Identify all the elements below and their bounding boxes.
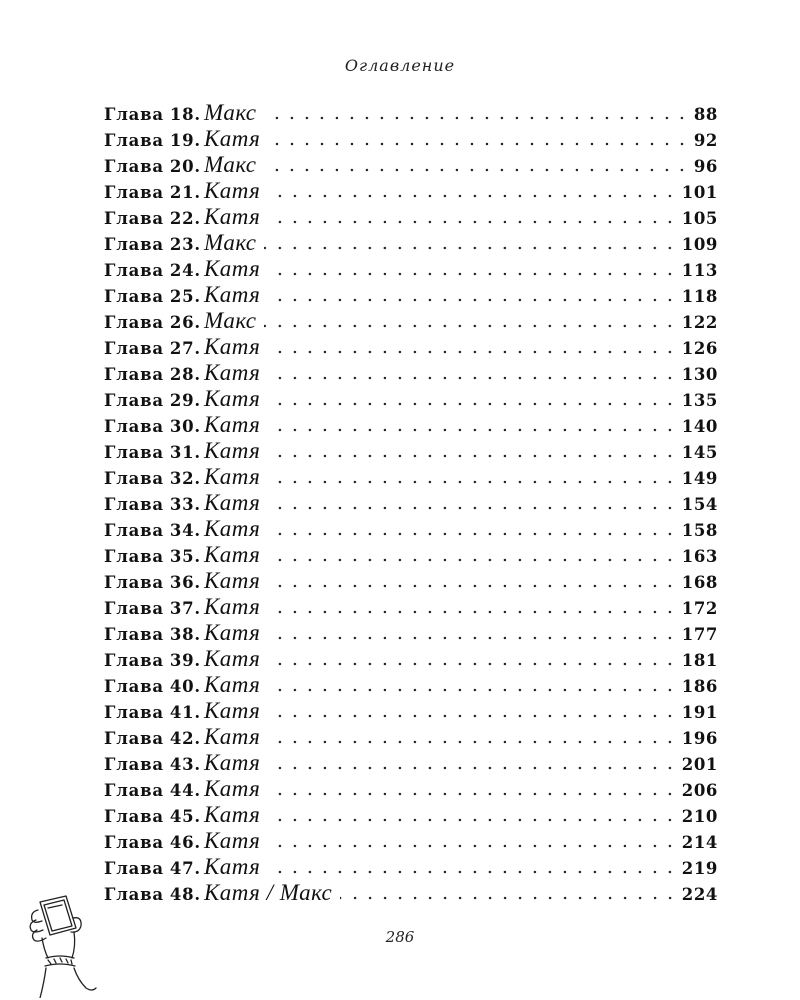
chapter-page-number: 96 — [693, 157, 718, 176]
chapter-number: 27. — [169, 339, 201, 358]
toc-entry — [104, 620, 718, 646]
dot-leader — [264, 246, 677, 250]
chapter-label: Глава — [104, 131, 164, 150]
chapter-page-number: 92 — [693, 131, 718, 150]
chapter-label: Глава — [104, 703, 164, 722]
toc-entry — [104, 256, 718, 282]
chapter-narrator: Макс — [203, 230, 257, 255]
dot-leader — [268, 194, 677, 198]
chapter-label: Глава — [104, 547, 164, 566]
chapter-label: Глава — [104, 313, 164, 332]
chapter-narrator: Катя — [203, 178, 261, 203]
chapter-page-number: 118 — [681, 287, 718, 306]
dot-leader — [268, 584, 677, 588]
toc-entry — [104, 594, 718, 620]
chapter-narrator: Катя — [203, 672, 261, 697]
chapter-label: Глава — [104, 885, 164, 904]
toc-entry — [104, 464, 718, 490]
chapter-number: 36. — [169, 573, 201, 592]
chapter-number: 47. — [169, 859, 201, 878]
chapter-number: 37. — [169, 599, 201, 618]
chapter-page-number: 206 — [681, 781, 718, 800]
chapter-number: 38. — [169, 625, 201, 644]
toc-entry — [104, 880, 718, 906]
dot-leader — [268, 506, 677, 510]
chapter-narrator: Катя — [203, 204, 261, 229]
chapter-narrator: Катя — [203, 282, 261, 307]
chapter-label: Глава — [104, 105, 164, 124]
toc-entry — [104, 230, 718, 256]
dot-leader — [268, 298, 677, 302]
chapter-label: Глава — [104, 157, 164, 176]
chapter-page-number: 126 — [681, 339, 718, 358]
chapter-page-number: 149 — [681, 469, 718, 488]
chapter-narrator: Катя — [203, 386, 261, 411]
chapter-narrator: Катя — [203, 724, 261, 749]
chapter-number: 29. — [169, 391, 201, 410]
chapter-number: 32. — [169, 469, 201, 488]
chapter-page-number: 105 — [681, 209, 718, 228]
chapter-label: Глава — [104, 495, 164, 514]
dot-leader — [268, 818, 677, 822]
chapter-number: 21. — [169, 183, 201, 202]
chapter-number: 39. — [169, 651, 201, 670]
chapter-narrator: Катя — [203, 620, 261, 645]
chapter-narrator: Катя — [203, 542, 261, 567]
toc-entry — [104, 542, 718, 568]
chapter-page-number: 109 — [681, 235, 718, 254]
chapter-page-number: 177 — [681, 625, 718, 644]
chapter-page-number: 158 — [681, 521, 718, 540]
chapter-label: Глава — [104, 521, 164, 540]
toc-entry — [104, 568, 718, 594]
chapter-label: Глава — [104, 443, 164, 462]
chapter-page-number: 210 — [681, 807, 718, 826]
toc-entry — [104, 308, 718, 334]
chapter-narrator: Катя — [203, 828, 261, 853]
chapter-label: Глава — [104, 339, 164, 358]
toc-entry — [104, 178, 718, 204]
hand-holding-phone-icon — [18, 888, 98, 998]
toc-entry — [104, 360, 718, 386]
toc-entry — [104, 152, 718, 178]
chapter-label: Глава — [104, 859, 164, 878]
dot-leader — [340, 896, 678, 900]
chapter-page-number: 224 — [681, 885, 718, 904]
chapter-narrator: Макс — [203, 308, 257, 333]
chapter-page-number: 191 — [681, 703, 718, 722]
chapter-narrator: Катя — [203, 412, 261, 437]
chapter-label: Глава — [104, 755, 164, 774]
chapter-narrator: Катя — [203, 854, 261, 879]
dot-leader — [268, 870, 677, 874]
chapter-label: Глава — [104, 261, 164, 280]
chapter-page-number: 214 — [681, 833, 718, 852]
chapter-number: 44. — [169, 781, 201, 800]
toc-entry — [104, 412, 718, 438]
chapter-page-number: 201 — [681, 755, 718, 774]
dot-leader — [268, 688, 677, 692]
toc-entry — [104, 802, 718, 828]
toc-entry — [104, 438, 718, 464]
dot-leader — [268, 428, 677, 432]
toc-entry — [104, 126, 718, 152]
toc-entry — [104, 334, 718, 360]
chapter-page-number: 88 — [693, 105, 718, 124]
chapter-number: 23. — [169, 235, 201, 254]
chapter-page-number: 163 — [681, 547, 718, 566]
dot-leader — [264, 116, 689, 120]
chapter-page-number: 154 — [681, 495, 718, 514]
chapter-label: Глава — [104, 807, 164, 826]
toc-entry — [104, 516, 718, 542]
chapter-number: 18. — [169, 105, 201, 124]
chapter-number: 46. — [169, 833, 201, 852]
chapter-page-number: 196 — [681, 729, 718, 748]
chapter-number: 20. — [169, 157, 201, 176]
dot-leader — [268, 636, 677, 640]
chapter-number: 42. — [169, 729, 201, 748]
toc-entry — [104, 490, 718, 516]
chapter-narrator: Катя — [203, 568, 261, 593]
chapter-page-number: 181 — [681, 651, 718, 670]
chapter-label: Глава — [104, 625, 164, 644]
chapter-number: 35. — [169, 547, 201, 566]
chapter-narrator: Катя — [203, 490, 261, 515]
dot-leader — [268, 376, 677, 380]
chapter-narrator: Катя — [203, 646, 261, 671]
toc-entry — [104, 828, 718, 854]
chapter-number: 45. — [169, 807, 201, 826]
dot-leader — [268, 662, 677, 666]
chapter-narrator: Катя — [203, 802, 261, 827]
chapter-narrator: Катя — [203, 776, 261, 801]
chapter-label: Глава — [104, 599, 164, 618]
chapter-label: Глава — [104, 391, 164, 410]
chapter-label: Глава — [104, 235, 164, 254]
chapter-narrator: Катя — [203, 698, 261, 723]
chapter-label: Глава — [104, 365, 164, 384]
chapter-narrator: Катя — [203, 334, 261, 359]
chapter-narrator: Катя — [203, 750, 261, 775]
chapter-label: Глава — [104, 287, 164, 306]
toc-entry — [104, 698, 718, 724]
dot-leader — [268, 610, 677, 614]
chapter-page-number: 130 — [681, 365, 718, 384]
toc-entry — [104, 750, 718, 776]
table-of-contents — [104, 100, 718, 906]
toc-entry — [104, 672, 718, 698]
chapter-narrator: Катя — [203, 438, 261, 463]
chapter-label: Глава — [104, 677, 164, 696]
chapter-narrator: Катя — [203, 360, 261, 385]
chapter-number: 28. — [169, 365, 201, 384]
dot-leader — [268, 220, 677, 224]
chapter-page-number: 101 — [681, 183, 718, 202]
chapter-narrator: Макс — [203, 152, 257, 177]
chapter-narrator: Катя / Макс — [203, 880, 333, 905]
toc-entry — [104, 204, 718, 230]
chapter-page-number: 145 — [681, 443, 718, 462]
dot-leader — [268, 142, 689, 146]
chapter-label: Глава — [104, 469, 164, 488]
dot-leader — [268, 402, 677, 406]
dot-leader — [268, 714, 677, 718]
chapter-number: 48. — [169, 885, 201, 904]
chapter-number: 31. — [169, 443, 201, 462]
chapter-narrator: Катя — [203, 126, 261, 151]
chapter-page-number: 135 — [681, 391, 718, 410]
dot-leader — [268, 350, 677, 354]
chapter-number: 22. — [169, 209, 201, 228]
chapter-label: Глава — [104, 417, 164, 436]
chapter-number: 43. — [169, 755, 201, 774]
toc-entry — [104, 776, 718, 802]
dot-leader — [268, 558, 677, 562]
chapter-number: 41. — [169, 703, 201, 722]
chapter-narrator: Катя — [203, 464, 261, 489]
chapter-label: Глава — [104, 781, 164, 800]
chapter-number: 33. — [169, 495, 201, 514]
chapter-page-number: 122 — [681, 313, 718, 332]
chapter-narrator: Катя — [203, 516, 261, 541]
chapter-label: Глава — [104, 651, 164, 670]
chapter-label: Глава — [104, 573, 164, 592]
chapter-number: 30. — [169, 417, 201, 436]
dot-leader — [264, 324, 677, 328]
chapter-page-number: 172 — [681, 599, 718, 618]
chapter-number: 24. — [169, 261, 201, 280]
toc-entry — [104, 854, 718, 880]
toc-entry — [104, 282, 718, 308]
running-head: Оглавление — [344, 56, 456, 75]
dot-leader — [268, 272, 677, 276]
chapter-narrator: Катя — [203, 594, 261, 619]
page-number: 286 — [385, 928, 415, 946]
chapter-label: Глава — [104, 209, 164, 228]
chapter-label: Глава — [104, 833, 164, 852]
chapter-page-number: 168 — [681, 573, 718, 592]
toc-entry — [104, 386, 718, 412]
dot-leader — [268, 454, 677, 458]
dot-leader — [268, 792, 677, 796]
chapter-page-number: 113 — [681, 261, 718, 280]
chapter-label: Глава — [104, 183, 164, 202]
chapter-number: 40. — [169, 677, 201, 696]
dot-leader — [268, 844, 677, 848]
toc-entry — [104, 724, 718, 750]
chapter-page-number: 219 — [681, 859, 718, 878]
dot-leader — [268, 480, 677, 484]
chapter-number: 34. — [169, 521, 201, 540]
dot-leader — [268, 532, 677, 536]
chapter-label: Глава — [104, 729, 164, 748]
dot-leader — [268, 740, 677, 744]
dot-leader — [268, 766, 677, 770]
toc-entry — [104, 100, 718, 126]
chapter-number: 25. — [169, 287, 201, 306]
chapter-narrator: Макс — [203, 100, 257, 125]
toc-entry — [104, 646, 718, 672]
dot-leader — [264, 168, 689, 172]
chapter-page-number: 140 — [681, 417, 718, 436]
chapter-number: 19. — [169, 131, 201, 150]
chapter-page-number: 186 — [681, 677, 718, 696]
chapter-number: 26. — [169, 313, 201, 332]
chapter-narrator: Катя — [203, 256, 261, 281]
